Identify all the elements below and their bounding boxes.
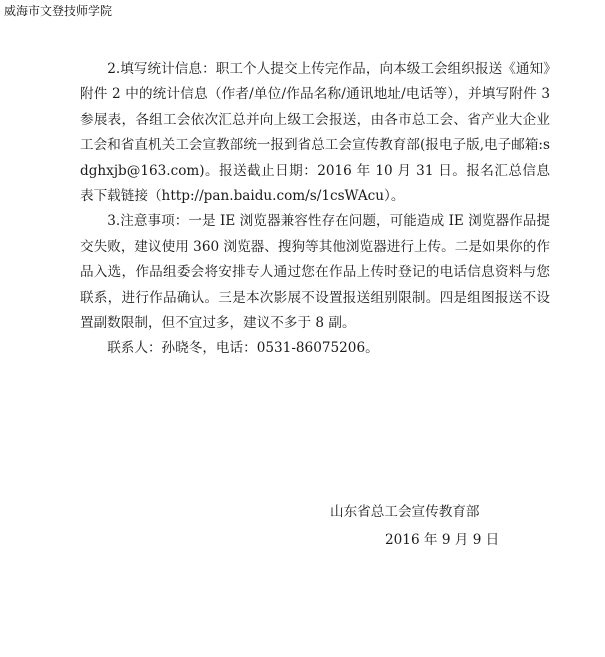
watermark-school-name: 威海市文登技师学院 [4,4,113,18]
signature-date: 2016 年 9 月 9 日 [385,532,500,548]
signature-organization: 山东省总工会宣传教育部 [330,504,480,520]
document-body [80,57,550,362]
signature-block [330,498,530,554]
paragraph-statistics-info: 2.填写统计信息：职工个人提交上传完作品，向本级工会组织报送《通知》附件 2 中的统计信息（作者/单位/作品名称/通讯地址/电话等），并填写附件 3 参展表，各组工会依次汇总并向上级工会报送，由各市总工会、省产业大企业工会和省直机关工会宣教部统一报到省总工会宣传教育部(报电子版,电子邮箱:sdghxjb@163.com)。报送截止日期：2016 年 10 月 31 日。报名汇总信息表下载链接（http://pan.baidu.com/s/1csWAcu）。 [80,61,550,205]
paragraph-notes: 3.注意事项：一是 IE 浏览器兼容性存在问题，可能造成 IE 浏览器作品提交失败，建议使用 360 浏览器、搜狗等其他浏览器进行上传。二是如果你的作品入选，作品组委会将安排专人通过您在作品上传时登记的电话信息资料与您联系，进行作品确认。三是本次影展不设置报送组别限制。四是组图报送不设置副数限制，但不宜过多，建议不多于 8 副。 [80,213,550,332]
paragraph-contact: 联系人：孙晓冬，电话：0531-86075206。 [107,340,379,357]
